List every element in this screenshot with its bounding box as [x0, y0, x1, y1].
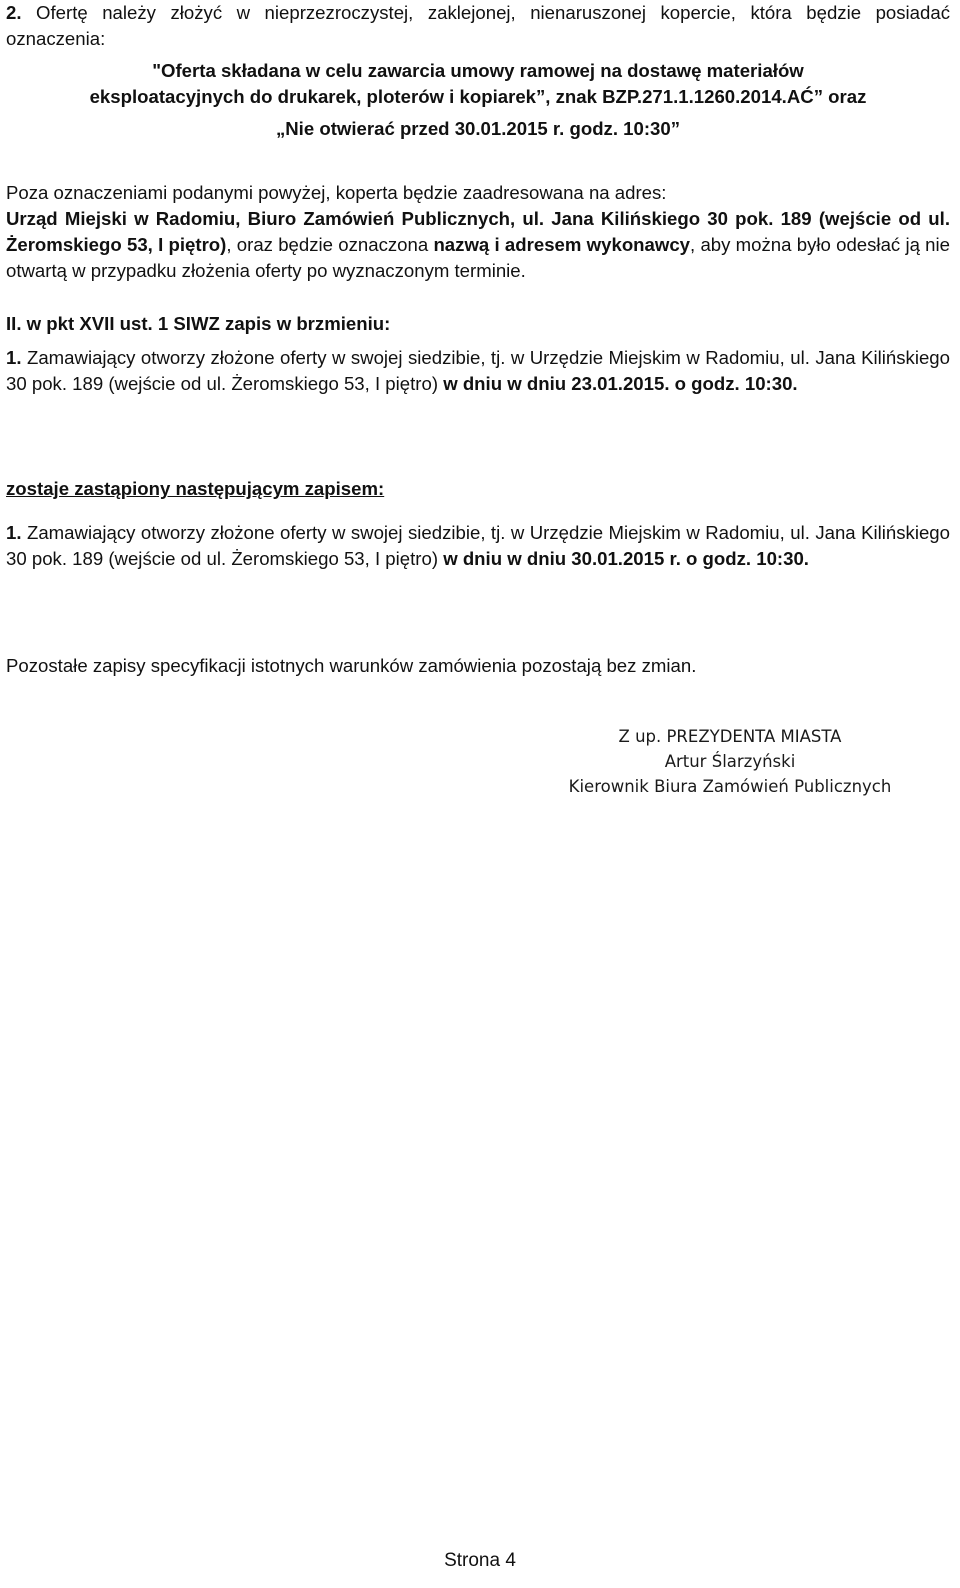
new-clause-number: 1. [6, 522, 22, 543]
address-end: , aby można było odesłać ją nie otwartą w przypadku złożenia oferty po wyznaczonym terminie. [6, 234, 950, 281]
signature-name: Artur Ślarzyński [664, 752, 796, 771]
replaced-heading [6, 476, 950, 502]
old-clause-text: Zamawiający otworzy złożone oferty w swojej siedzibie, tj. w Urzędzie Miejskim w Radomiu, ul. Jana Kilińskiego 30 pok. 189 (wejście od ul. Żeromskiego 53, I piętro) [6, 347, 950, 394]
item-2-paragraph [6, 0, 950, 52]
item-2-text: Ofertę należy złożyć w nieprzezroczystej, zaklejonej, nienaruszonej kopercie, która będzie posiadać oznaczenia: [6, 2, 951, 49]
address-intro: Poza oznaczeniami podanymi powyżej, koperta będzie zaadresowana na adres: [6, 182, 667, 203]
envelope-marking-line-1: "Oferta składana w celu zawarcia umowy ramowej na dostawę materiałów [152, 60, 804, 81]
envelope-marking [6, 58, 950, 142]
signature-block [540, 724, 920, 799]
old-clause-number: 1. [6, 347, 22, 368]
signature-line-1: Z up. PREZYDENTA MIASTA [618, 727, 842, 746]
address-contractor: nazwą i adresem wykonawcy [433, 234, 691, 255]
address-mid: , oraz będzie oznaczona [226, 234, 434, 255]
address-paragraph [6, 180, 950, 284]
signature-title: Kierownik Biura Zamówień Publicznych [568, 777, 892, 796]
old-clause-date: w dniu w dniu 23.01.2015. o godz. 10:30. [443, 373, 798, 394]
replaced-heading-text: zostaje zastąpiony następującym zapisem: [6, 478, 385, 499]
address-bold: Urząd Miejski w Radomiu, Biuro Zamówień Publicznych, ul. Jana Kilińskiego 30 pok. 189 (wejście od ul. Żeromskiego 53, I piętro) [6, 208, 950, 255]
section-2-heading: II. w pkt XVII ust. 1 SIWZ zapis w brzmieniu: [6, 313, 391, 334]
envelope-marking-line-3: „Nie otwierać przed 30.01.2015 r. godz. 10:30” [275, 118, 681, 139]
new-clause-text: Zamawiający otworzy złożone oferty w swojej siedzibie, tj. w Urzędzie Miejskim w Radomiu, ul. Jana Kilińskiego 30 pok. 189 (wejście od ul. Żeromskiego 53, I piętro) [6, 522, 950, 569]
new-clause [6, 520, 950, 572]
item-2-number: 2. [6, 2, 22, 23]
page-number: Strona 4 [444, 1550, 516, 1571]
new-clause-date: w dniu w dniu 30.01.2015 r. o godz. 10:30. [443, 548, 809, 569]
envelope-marking-line-2: eksploatacyjnych do drukarek, ploterów i kopiarek”, znak BZP.271.1.1260.2014.AĆ” oraz [89, 86, 867, 107]
closing-sentence: Pozostałe zapisy specyfikacji istotnych warunków zamówienia pozostają bez zmian. [6, 655, 697, 676]
old-clause [6, 345, 950, 397]
